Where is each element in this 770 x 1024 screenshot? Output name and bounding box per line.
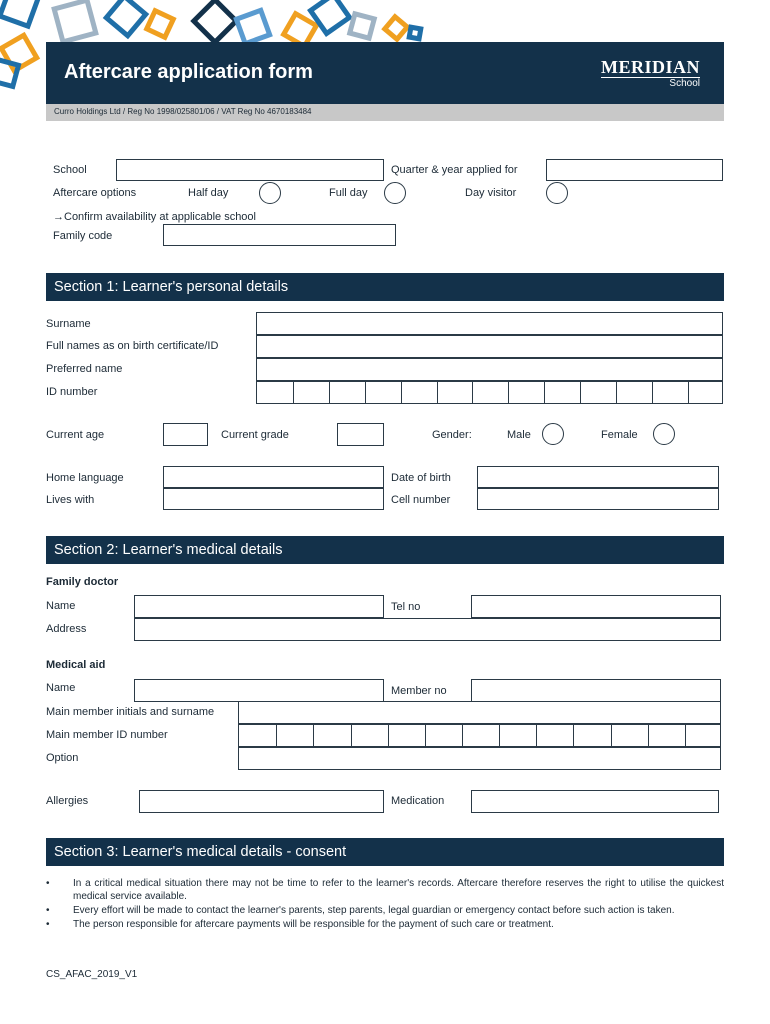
preferred-name-label: Preferred name bbox=[46, 363, 123, 375]
address-input[interactable] bbox=[134, 618, 721, 641]
main-member-initials-label: Main member initials and surname bbox=[46, 706, 215, 718]
tel-no-label: Tel no bbox=[391, 601, 421, 613]
day-visitor-radio[interactable] bbox=[546, 182, 568, 204]
medication-input[interactable] bbox=[471, 790, 719, 813]
brand-sub: School bbox=[669, 78, 700, 89]
section2-header: Section 2: Learner's medical details bbox=[46, 536, 724, 564]
full-day-label: Full day bbox=[329, 187, 368, 199]
home-language-input[interactable] bbox=[163, 466, 384, 488]
section3-header: Section 3: Learner's medical details - consent bbox=[46, 838, 724, 866]
full-day-radio[interactable] bbox=[384, 182, 406, 204]
cell-number-input[interactable] bbox=[477, 488, 719, 510]
allergies-label: Allergies bbox=[46, 795, 89, 807]
family-code-label: Family code bbox=[53, 230, 113, 242]
surname-label: Surname bbox=[46, 318, 91, 330]
medical-aid-heading: Medical aid bbox=[46, 659, 106, 671]
male-label: Male bbox=[507, 429, 531, 441]
day-visitor-label: Day visitor bbox=[465, 187, 517, 199]
main-member-id-label: Main member ID number bbox=[46, 729, 168, 741]
member-no-input[interactable] bbox=[471, 679, 721, 702]
current-age-label: Current age bbox=[46, 429, 105, 441]
family-code-input[interactable] bbox=[163, 224, 396, 246]
quarter-input[interactable] bbox=[546, 159, 723, 181]
tel-no-input[interactable] bbox=[471, 595, 721, 618]
family-doctor-heading: Family doctor bbox=[46, 576, 119, 588]
id-number-label: ID number bbox=[46, 386, 98, 398]
main-member-id-input[interactable] bbox=[238, 724, 721, 747]
member-no-label: Member no bbox=[391, 685, 447, 697]
lives-with-label: Lives with bbox=[46, 494, 95, 506]
address-label: Address bbox=[46, 623, 87, 635]
gender-label: Gender: bbox=[432, 429, 472, 441]
female-radio[interactable] bbox=[653, 423, 675, 445]
id-number-input[interactable] bbox=[256, 381, 723, 404]
confirm-note: →Confirm availability at applicable school bbox=[53, 211, 256, 223]
female-label: Female bbox=[601, 429, 638, 441]
aftercare-options-label: Aftercare options bbox=[53, 187, 137, 199]
consent-list bbox=[46, 878, 724, 933]
brand-name: MERIDIAN bbox=[600, 57, 700, 77]
consent-item: • Every effort will be made to contact the learner's parents, step parents, legal guardian or emergency contact before such action is taken. bbox=[46, 905, 724, 918]
form-title: Aftercare application form bbox=[64, 61, 313, 83]
option-input[interactable] bbox=[238, 747, 721, 770]
current-age-input[interactable] bbox=[163, 423, 208, 446]
school-label: School bbox=[53, 164, 87, 176]
header-banner bbox=[46, 42, 724, 104]
full-names-input[interactable] bbox=[256, 335, 723, 358]
surname-input[interactable] bbox=[256, 312, 723, 335]
medical-aid-name-input[interactable] bbox=[134, 679, 384, 702]
school-input[interactable] bbox=[116, 159, 384, 181]
brand-logo bbox=[601, 58, 700, 90]
doctor-name-label: Name bbox=[46, 600, 76, 612]
half-day-label: Half day bbox=[188, 187, 229, 199]
home-language-label: Home language bbox=[46, 472, 124, 484]
full-names-label: Full names as on birth certificate/ID bbox=[46, 340, 219, 352]
lives-with-input[interactable] bbox=[163, 488, 384, 510]
section1-header: Section 1: Learner's personal details bbox=[46, 273, 724, 301]
medical-aid-name-label: Name bbox=[46, 682, 76, 694]
current-grade-input[interactable] bbox=[337, 423, 384, 446]
preferred-name-input[interactable] bbox=[256, 358, 723, 381]
current-grade-label: Current grade bbox=[221, 429, 289, 441]
male-radio[interactable] bbox=[542, 423, 564, 445]
date-of-birth-label: Date of birth bbox=[391, 472, 451, 484]
date-of-birth-input[interactable] bbox=[477, 466, 719, 488]
quarter-label: Quarter & year applied for bbox=[391, 164, 518, 176]
half-day-radio[interactable] bbox=[259, 182, 281, 204]
option-label: Option bbox=[46, 752, 79, 764]
medication-label: Medication bbox=[391, 795, 445, 807]
allergies-input[interactable] bbox=[139, 790, 384, 813]
cell-number-label: Cell number bbox=[391, 494, 451, 506]
consent-item: • The person responsible for aftercare payments will be responsible for the payment of such care or treatment. bbox=[46, 919, 724, 932]
registration-text: Curro Holdings Ltd / Reg No 1998/025801/06 / VAT Reg No 4670183484 bbox=[54, 107, 312, 116]
form-code: CS_AFAC_2019_V1 bbox=[46, 969, 138, 980]
doctor-name-input[interactable] bbox=[134, 595, 384, 618]
consent-item: • In a critical medical situation there may not be time to refer to the learner's records. Aftercare therefore reserves the right to utilise the quickest medical service available. bbox=[46, 878, 724, 903]
main-member-initials-input[interactable] bbox=[238, 701, 721, 724]
registration-band bbox=[46, 104, 724, 121]
